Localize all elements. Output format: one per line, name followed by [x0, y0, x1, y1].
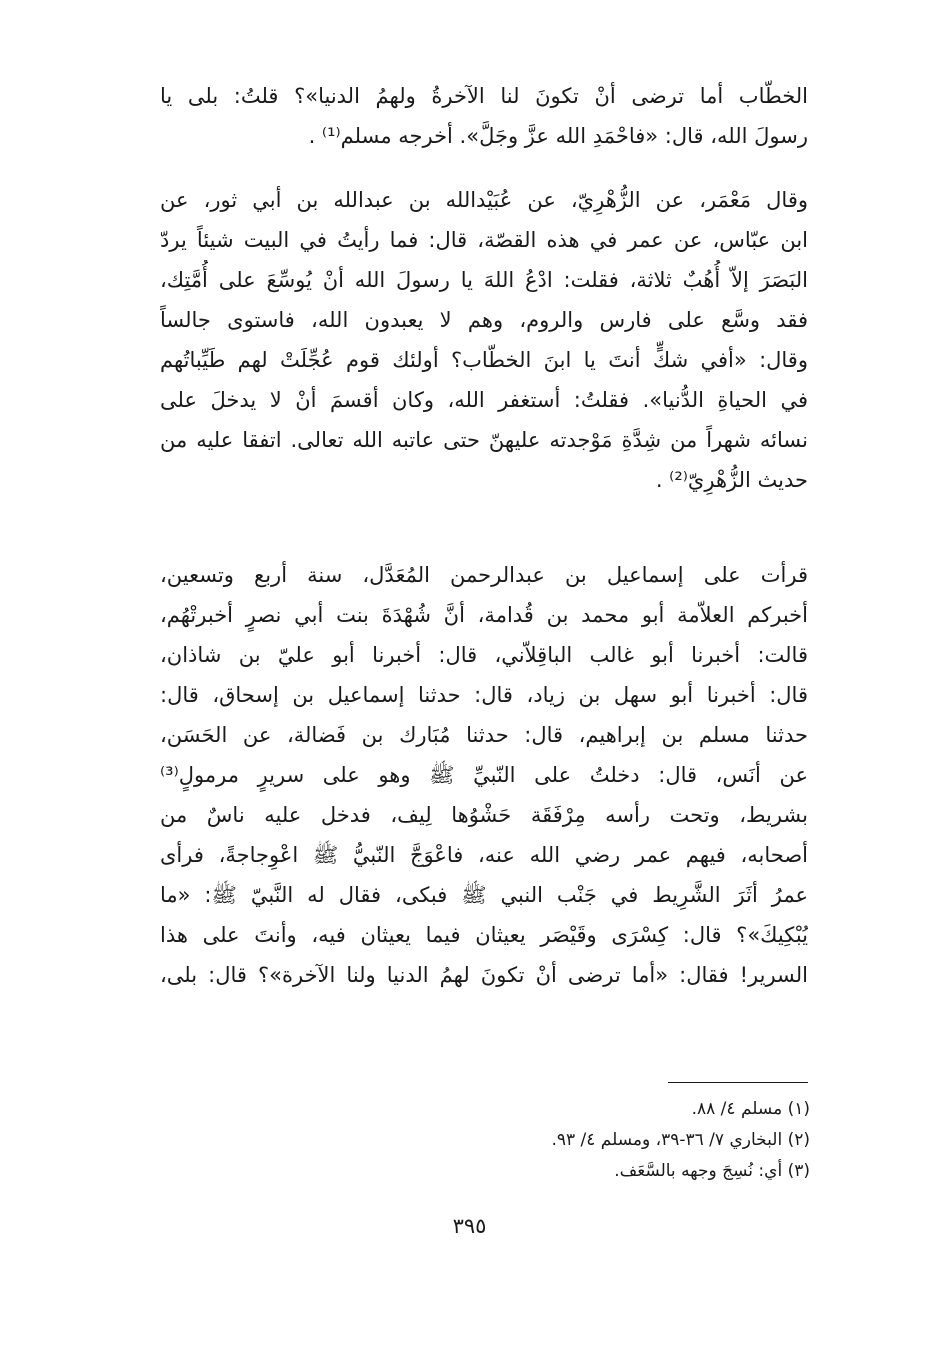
text-line: الخطّاب أما ترضى أنْ تكونَ لنا الآخرةُ ولهمُ الدنيا»؟ قلتُ: بلى يا — [160, 84, 808, 108]
text-line: ابن عبّاس، عن عمر في هذه القصّة، قال: فما رأيتُ في البيت شيئاً يردّ — [160, 228, 808, 252]
text-line: أصحابه، فيهم عمر رضي الله عنه، فاعْوَجَّ النّبيُّ ﷺ اعْوِجاجةً، فرأى — [160, 843, 808, 867]
text-line: عن أنَس، قال: دخلتُ على النّبيِّ ﷺ وهو على سريرٍ مرمولٍ⁽³⁾ — [160, 763, 808, 787]
text-line: السرير! فقال: «أما ترضى أنْ تكونَ لهمُ الدنيا ولنا الآخرة»؟ قال: بلى، — [160, 963, 808, 987]
footnote-3: (٣) أي: نُسِجَ وجهه بالسَّعَف. — [614, 1161, 810, 1181]
text-line: قال: أخبرنا أبو سهل بن زياد، قال: حدثنا إسماعيل بن إسحاق، قال: — [160, 683, 808, 707]
footnote-2: (٢) البخاري ٧/ ٣٦-٣٩، ومسلم ٤/ ٩٣. — [551, 1130, 810, 1150]
text-line: يُبْكِيكَ»؟ قال: كِسْرَى وقَيْصَر يعيثان فيما يعيثان فيه، وأنتَ على هذا — [160, 923, 808, 947]
footnote-divider — [668, 1082, 808, 1083]
text-line: فقد وسَّع على فارس والروم، وهم لا يعبدون الله، فاستوى جالساً — [160, 308, 808, 332]
page-number: ٣٩٥ — [452, 1214, 487, 1238]
paragraph-1 — [160, 76, 808, 156]
text-line: أخبركم العلاّمة أبو محمد بن قُدامة، أنَّ شُهْدَةَ بنت أبي نصرٍ أخبرتْهُم، — [160, 603, 808, 627]
text-line: وقال: «أفي شكٍّ أنتَ يا ابنَ الخطّاب؟ أولئك قوم عُجِّلَتْ لهم طَيِّباتُهم — [160, 348, 808, 372]
text-line: وقال مَعْمَر، عن الزُّهْرِيّ، عن عُبَيْدالله بن عبدالله بن أبي ثور، عن — [160, 188, 808, 212]
footnote-1: (١) مسلم ٤/ ٨٨. — [691, 1099, 810, 1119]
text-line: حديث الزُّهْرِيّ⁽²⁾ . — [655, 468, 808, 492]
text-line: نسائه شهراً من شِدَّةِ مَوْجدته عليهنّ حتى عاتبه الله تعالى. اتفقا عليه من — [160, 428, 808, 452]
text-line: حدثنا مسلم بن إبراهيم، قال: حدثنا مُبَارك بن فَضالة، عن الحَسَن، — [160, 723, 808, 747]
text-line: قالت: أخبرنا أبو غالب الباقِلاّني، قال: أخبرنا أبو عليّ بن شاذان، — [160, 643, 808, 667]
text-line: في الحياةِ الدُّنيا». فقلتُ: أستغفر الله، وكان أقسمَ أنْ لا يدخلَ على — [160, 388, 808, 412]
text-line: عمرُ أثَرَ الشَّرِيط في جَنْب النبي ﷺ فبكى، فقال له النَّبيّ ﷺ: «ما — [160, 883, 808, 907]
text-line: بشريط، وتحت رأسه مِرْفَقَة حَشْوُها لِيف، فدخل عليه ناسٌ من — [160, 803, 808, 827]
footnotes — [300, 1094, 810, 1187]
text-line: رسولَ الله، قال: «فاحْمَدِ الله عزَّ وجَلَّ». أخرجه مسلم⁽¹⁾ . — [308, 124, 808, 148]
paragraph-3 — [160, 555, 808, 995]
text-line: البَصَرَ إلاّ أُهُبٌ ثلاثة، فقلت: ادْعُ اللهَ يا رسولَ الله أنْ يُوسِّعَ على أُمَّتِك، — [160, 268, 808, 292]
paragraph-2 — [160, 180, 808, 500]
text-line: قرأت على إسماعيل بن عبدالرحمن المُعَدَّل، سنة أربع وتسعين، — [160, 563, 808, 587]
